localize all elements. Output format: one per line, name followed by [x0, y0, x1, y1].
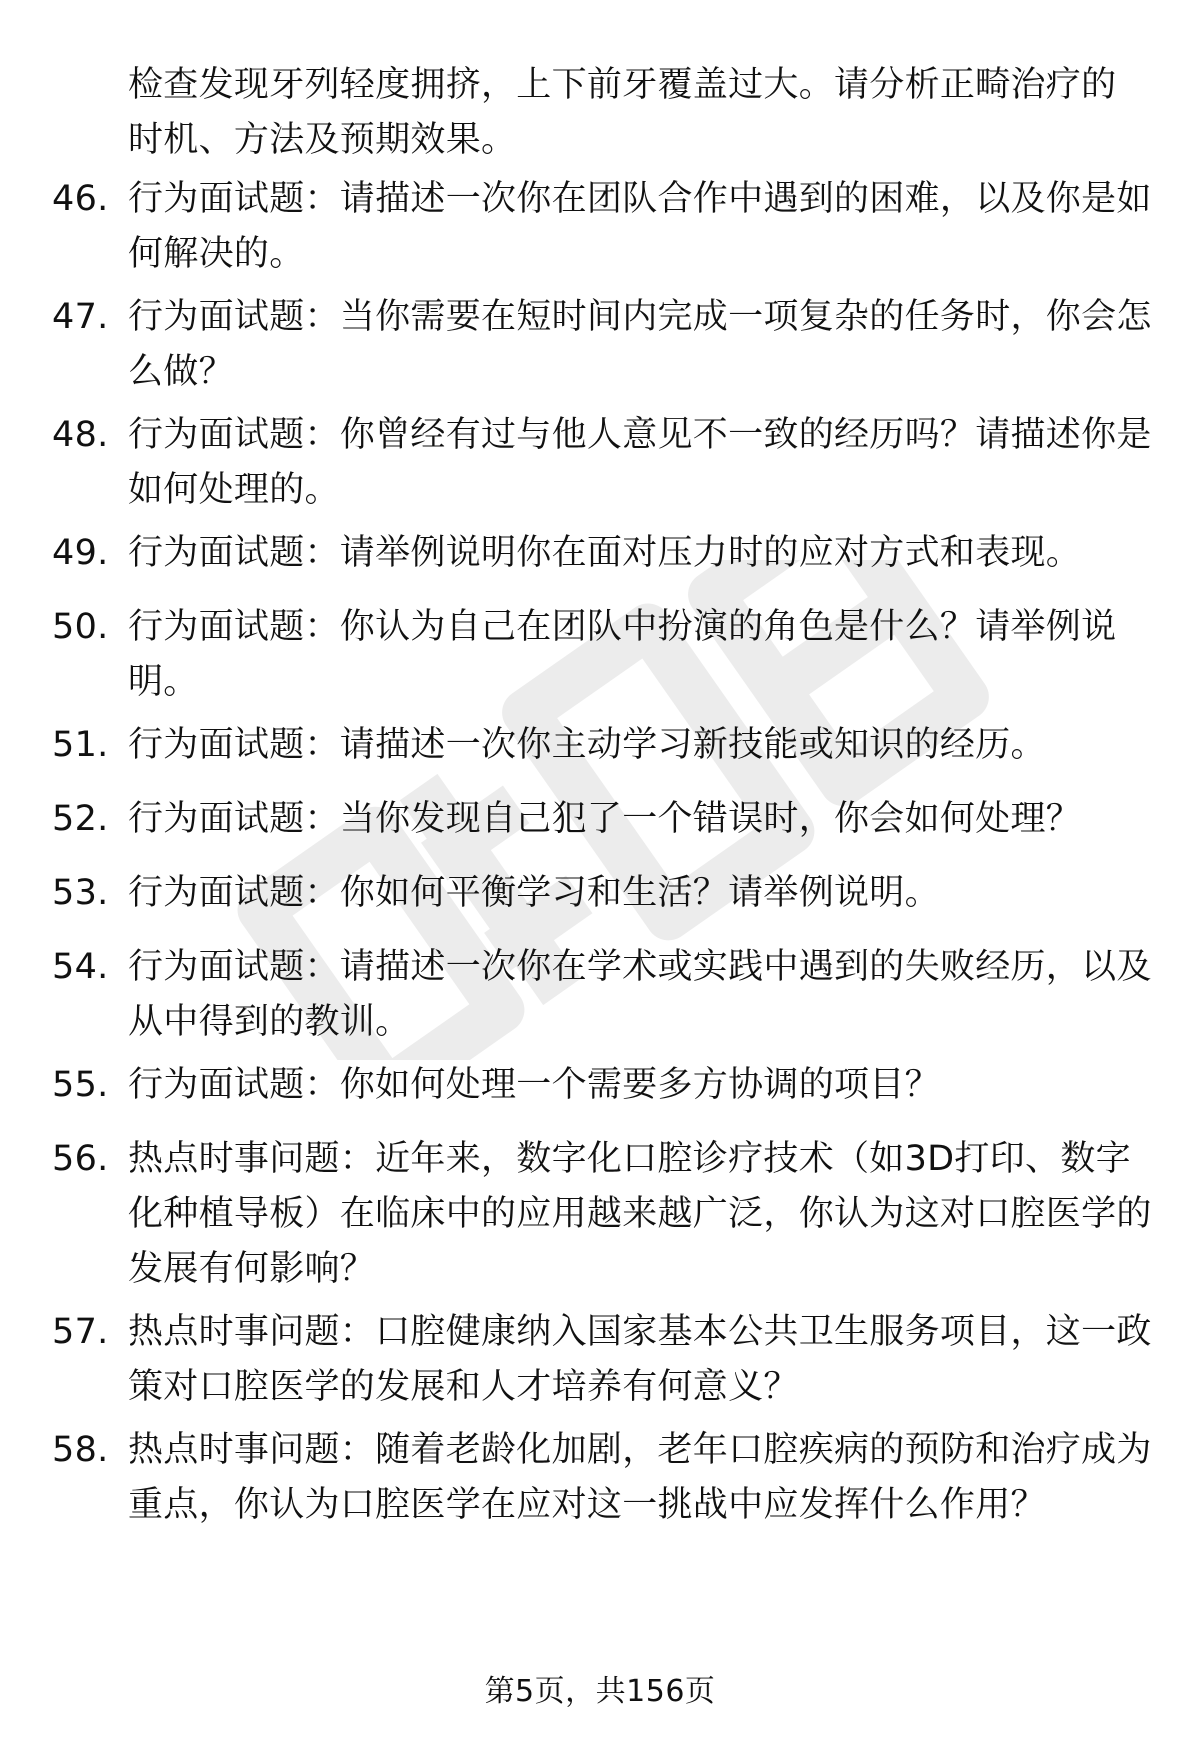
question-text: 热点时事问题：随着老龄化加剧，老年口腔疾病的预防和治疗成为重点，你认为口腔医学在应对这一挑战中应发挥什么作用？ — [128, 1430, 1152, 1525]
question-text: 行为面试题：你认为自己在团队中扮演的角色是什么？请举例说明。 — [128, 607, 1117, 702]
question-number: 56. — [52, 1139, 109, 1179]
question-text: 热点时事问题：近年来，数字化口腔诊疗技术（如3D打印、数字化种植导板）在临床中的应用越来越广泛，你认为这对口腔医学的发展有何影响？ — [128, 1139, 1152, 1289]
question-number: 52. — [52, 799, 109, 839]
question-number: 50. — [52, 607, 109, 647]
question-number: 47. — [52, 297, 109, 337]
question-text: 行为面试题：请举例说明你在面对压力时的应对方式和表现。 — [128, 533, 1082, 573]
question-text: 行为面试题：你曾经有过与他人意见不一致的经历吗？请描述你是如何处理的。 — [128, 415, 1152, 510]
question-text: 行为面试题：请描述一次你在团队合作中遇到的困难，以及你是如何解决的。 — [128, 179, 1152, 274]
question-number: 57. — [52, 1312, 109, 1352]
question-text: 行为面试题：请描述一次你在学术或实践中遇到的失败经历，以及从中得到的教训。 — [128, 947, 1152, 1042]
question-number: 48. — [52, 415, 109, 455]
question-text: 行为面试题：你如何平衡学习和生活？请举例说明。 — [128, 873, 940, 913]
question-number: 53. — [52, 873, 109, 913]
continuation-paragraph: 检查发现牙列轻度拥挤，上下前牙覆盖过大。请分析正畸治疗的时机、方法及预期效果。 — [128, 65, 1117, 160]
question-text: 行为面试题：当你需要在短时间内完成一项复杂的任务时，你会怎么做？ — [128, 297, 1152, 392]
question-text: 热点时事问题：口腔健康纳入国家基本公共卫生服务项目，这一政策对口腔医学的发展和人才培养有何意义？ — [128, 1312, 1152, 1407]
question-number: 55. — [52, 1065, 109, 1105]
question-number: 49. — [52, 533, 109, 573]
question-number: 46. — [52, 179, 109, 219]
question-text: 行为面试题：请描述一次你主动学习新技能或知识的经历。 — [128, 725, 1046, 765]
question-number: 58. — [52, 1430, 109, 1470]
question-text: 行为面试题：你如何处理一个需要多方协调的项目？ — [128, 1065, 940, 1105]
page-number-footer: 第5页，共156页 — [484, 1674, 716, 1709]
question-text: 行为面试题：当你发现自己犯了一个错误时，你会如何处理？ — [128, 799, 1082, 839]
question-number: 54. — [52, 947, 109, 987]
question-number: 51. — [52, 725, 109, 765]
